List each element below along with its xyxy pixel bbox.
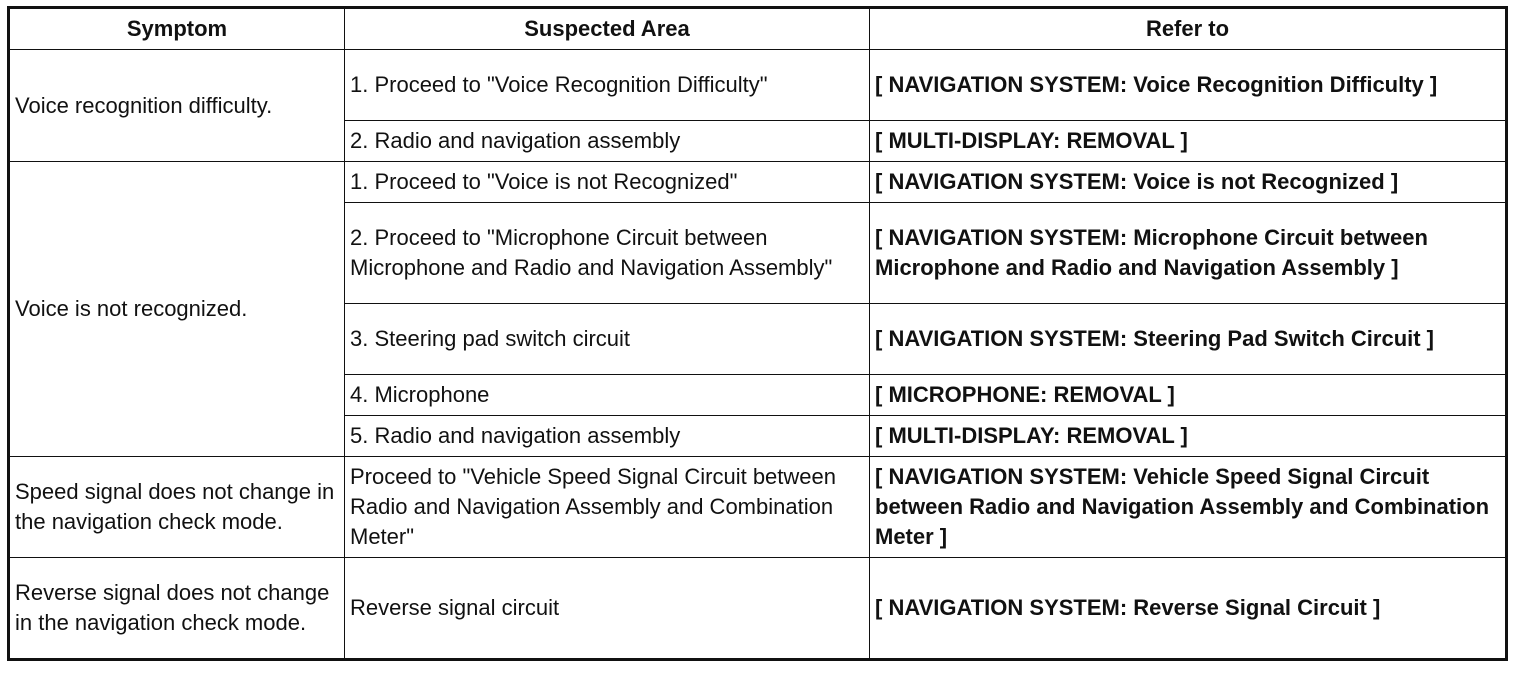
refer-to-link[interactable]: [ MICROPHONE: REMOVAL ] [870, 375, 1507, 416]
suspected-area-cell: 3. Steering pad switch circuit [345, 304, 870, 375]
symptom-cell: Speed signal does not change in the navigation check mode. [9, 457, 345, 558]
symptom-cell: Voice is not recognized. [9, 162, 345, 457]
table-row [9, 558, 1507, 660]
suspected-area-cell: 2. Radio and navigation assembly [345, 121, 870, 162]
refer-to-link[interactable]: [ NAVIGATION SYSTEM: Vehicle Speed Signal Circuit between Radio and Navigation Assembly and Combination Meter ] [870, 457, 1507, 558]
refer-to-link[interactable]: [ NAVIGATION SYSTEM: Voice is not Recognized ] [870, 162, 1507, 203]
symptom-table [7, 6, 1508, 661]
refer-to-link[interactable]: [ MULTI-DISPLAY: REMOVAL ] [870, 121, 1507, 162]
table-row [9, 162, 1507, 203]
table-row [9, 50, 1507, 121]
suspected-area-cell: Reverse signal circuit [345, 558, 870, 660]
suspected-area-cell: 1. Proceed to "Voice is not Recognized" [345, 162, 870, 203]
refer-to-link[interactable]: [ NAVIGATION SYSTEM: Voice Recognition Difficulty ] [870, 50, 1507, 121]
header-suspected-area: Suspected Area [345, 8, 870, 50]
header-refer-to: Refer to [870, 8, 1507, 50]
table-row [9, 457, 1507, 558]
suspected-area-cell: 5. Radio and navigation assembly [345, 416, 870, 457]
refer-to-link[interactable]: [ NAVIGATION SYSTEM: Microphone Circuit between Microphone and Radio and Navigation Assembly ] [870, 203, 1507, 304]
symptom-cell: Reverse signal does not change in the navigation check mode. [9, 558, 345, 660]
refer-to-link[interactable]: [ NAVIGATION SYSTEM: Steering Pad Switch Circuit ] [870, 304, 1507, 375]
header-symptom: Symptom [9, 8, 345, 50]
symptom-cell: Voice recognition difficulty. [9, 50, 345, 162]
suspected-area-cell: Proceed to "Vehicle Speed Signal Circuit between Radio and Navigation Assembly and Combination Meter" [345, 457, 870, 558]
suspected-area-cell: 2. Proceed to "Microphone Circuit between Microphone and Radio and Navigation Assembly" [345, 203, 870, 304]
refer-to-link[interactable]: [ MULTI-DISPLAY: REMOVAL ] [870, 416, 1507, 457]
refer-to-link[interactable]: [ NAVIGATION SYSTEM: Reverse Signal Circuit ] [870, 558, 1507, 660]
header-row [9, 8, 1507, 50]
suspected-area-cell: 1. Proceed to "Voice Recognition Difficulty" [345, 50, 870, 121]
suspected-area-cell: 4. Microphone [345, 375, 870, 416]
